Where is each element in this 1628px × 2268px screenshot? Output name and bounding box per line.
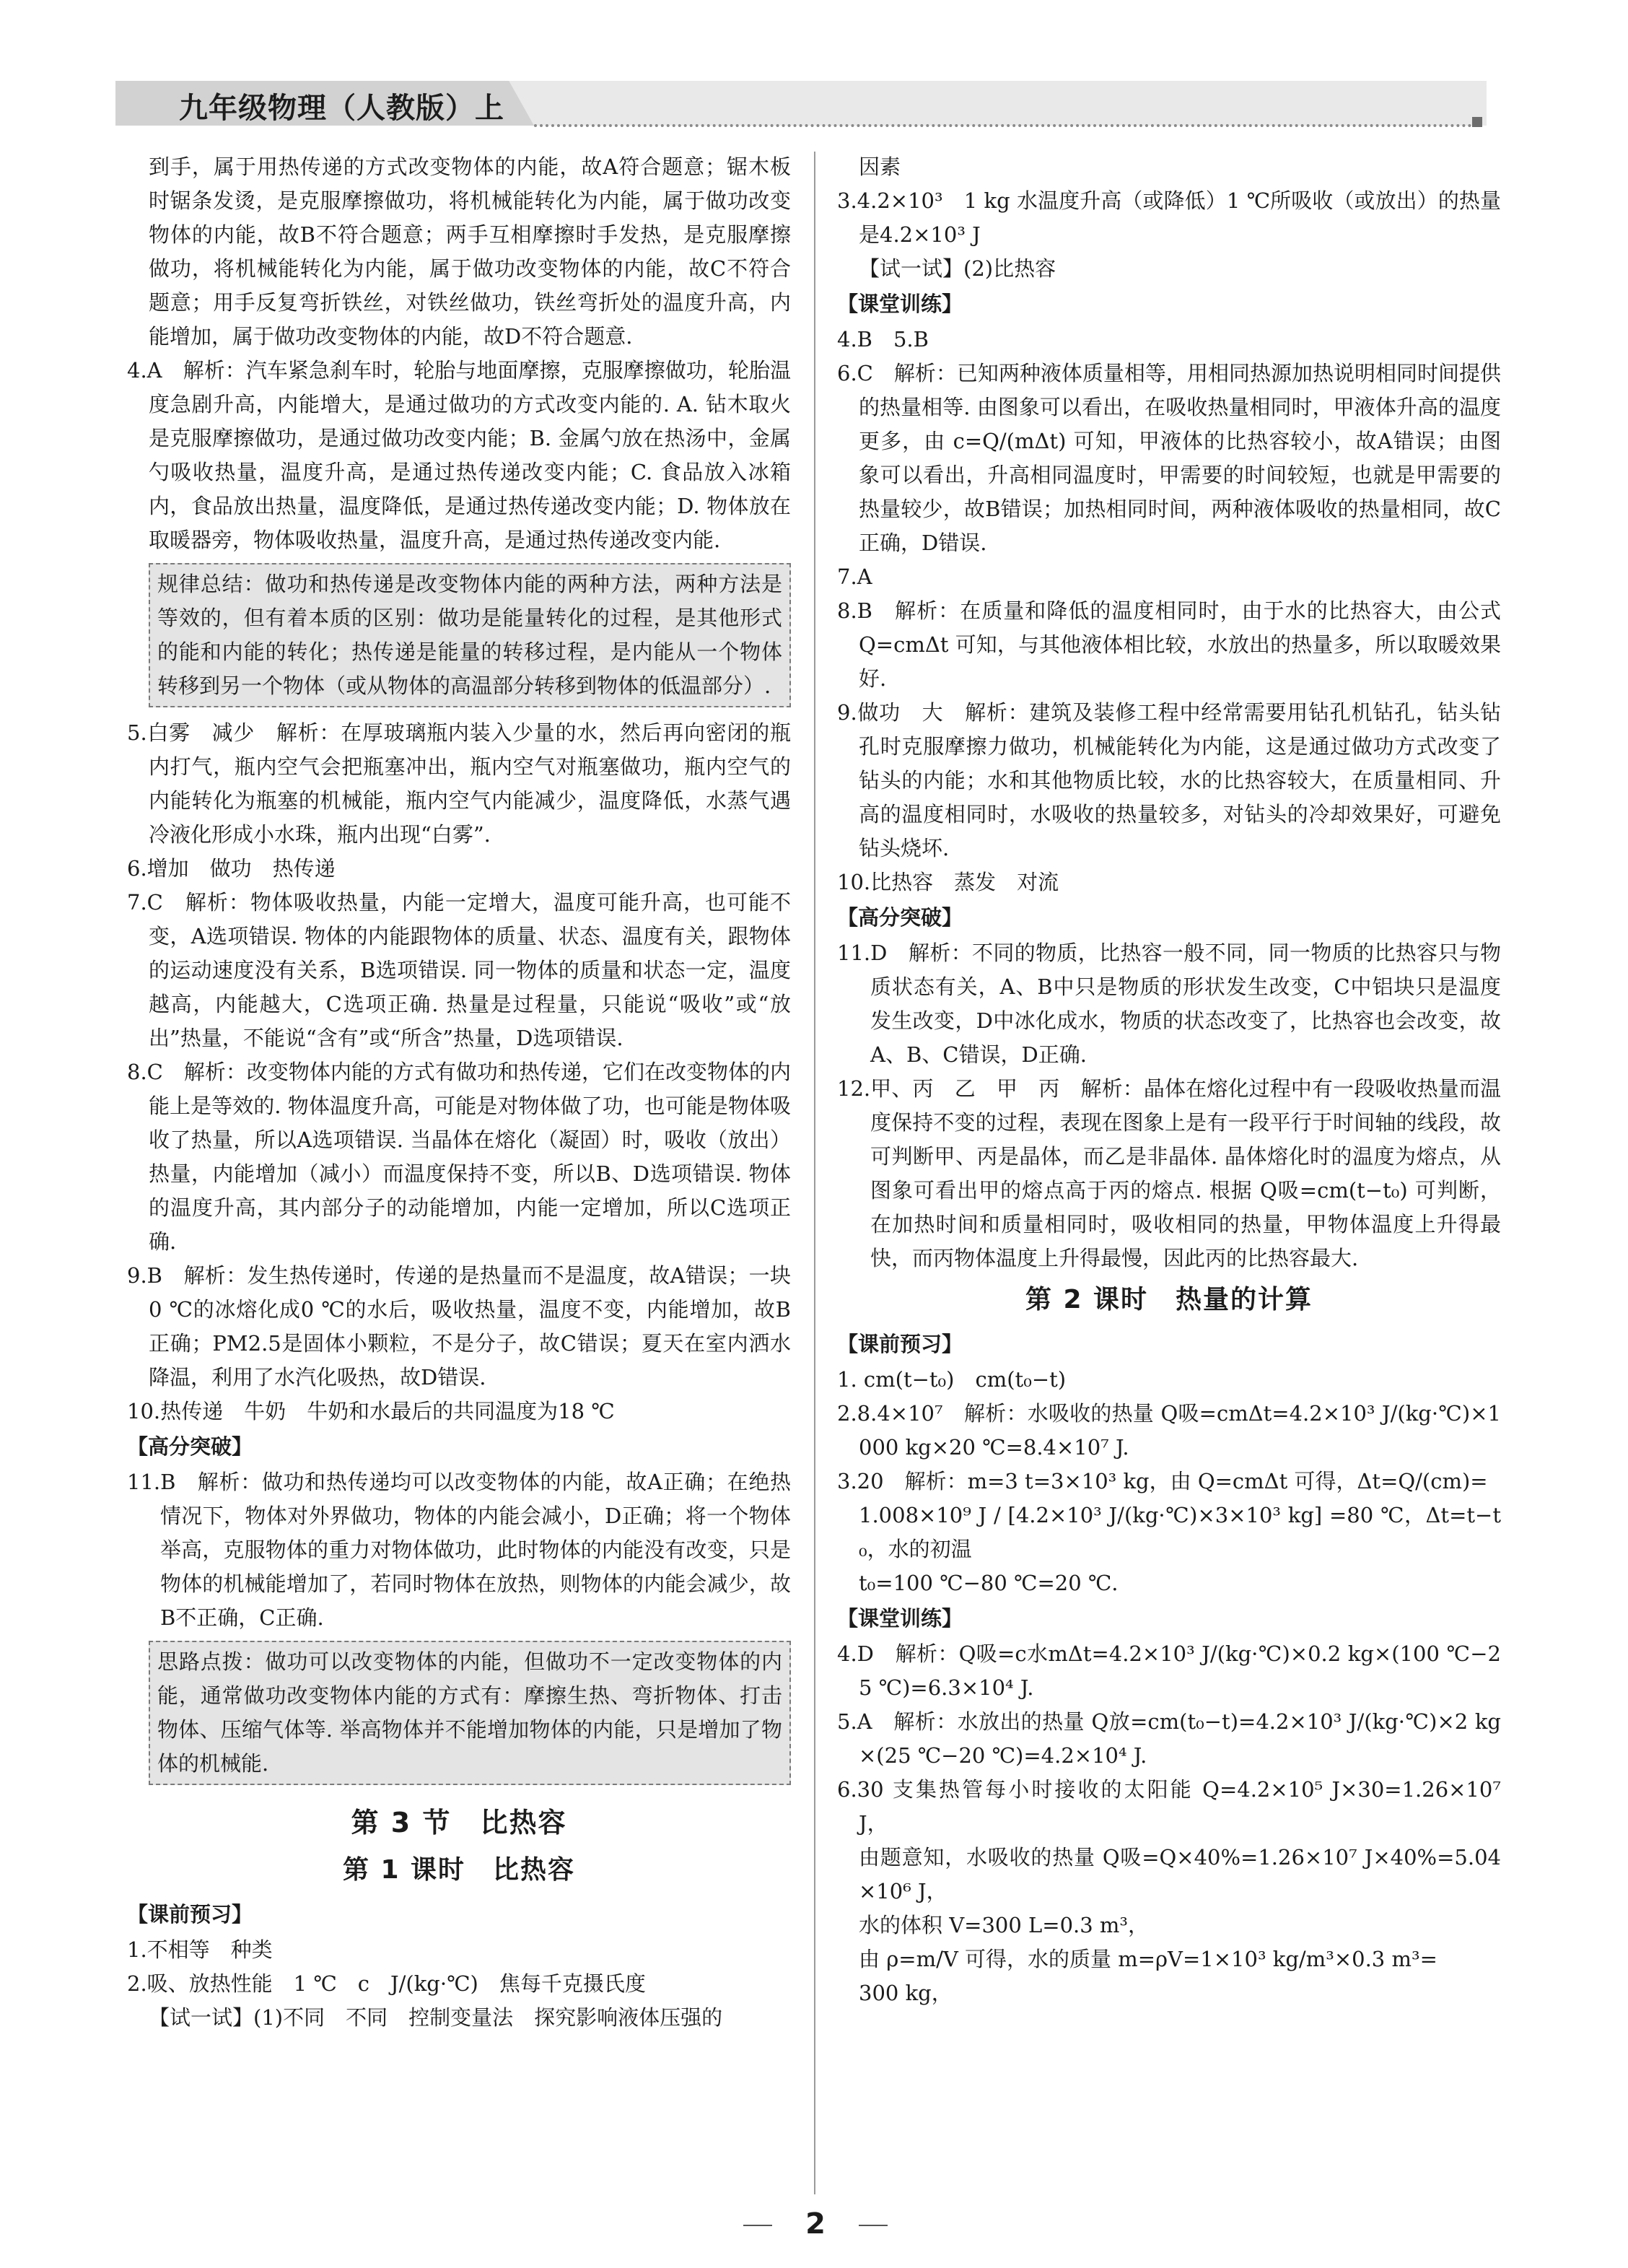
lesson-heading: 第 2 课时 热量的计算 — [1025, 1285, 1313, 1314]
header-square-mark — [1472, 117, 1482, 127]
right-column — [837, 150, 1501, 2010]
try-it-1: 【试一试】(1)不同 不同 控制变量法 探究影响液体压强的 — [149, 2005, 723, 2030]
answer-12: 12.甲、丙 乙 甲 丙 解析：晶体在熔化过程中有一段吸收热量而温度保持不变的过程，表现在图象上是有一段平行于时间轴的线段，故可判断甲、丙是晶体，而乙是非晶体. 晶体熔化时的温度为熔点，从图象可看出甲的熔点高于丙的熔点. 根据 Q吸=cm(t−t₀) 可判断，在加热时间和质量相同时，吸收相同的热量，甲物体温度上升得最快，而丙物体温度上升得最慢，因此丙的比热容最大. — [837, 1076, 1501, 1270]
page-number: 2 — [805, 2207, 826, 2241]
answer-5: 5.白雾 减少 解析：在厚玻璃瓶内装入少量的水，然后再向密闭的瓶内打气，瓶内空气会把瓶塞冲出，瓶内空气对瓶塞做功，瓶内空气的内能转化为瓶塞的机械能，瓶内空气内能减少，温度降低，水蒸气遇冷液化形成小水珠，瓶内出现“白雾”. — [127, 720, 791, 847]
answer-7: 7.C 解析：物体吸收热量，内能一定增大，温度可能升高，也可能不变，A选项错误. 物体的内能跟物体的质量、状态、温度有关，跟物体的运动速度没有关系，B选项错误. 同一物体的质量和状态一定，温度越高，内能越大，C选项正确. 热量是过程量，只能说“吸收”或“放出”热量，不能说“含有”或“所含”热量，D选项错误. — [127, 890, 791, 1050]
preview-3-fraction: 1.008×10⁹ J / [4.2×10³ J/(kg·℃)×3×10³ kg] =80 ℃，Δt=t−t₀，水的初温 — [859, 1503, 1501, 1561]
section-classroom: 【课堂训练】 — [837, 292, 963, 316]
rule-summary-box: 规律总结：做功和热传递是改变物体内能的两种方法，两种方法是等效的，但有着本质的区别：做功是能量转化的过程，是其他形式的能和内能的转化；热传递是能量的转移过程，是内能从一个物体转移到另一个物体（或从物体的高温部分转移到物体的低温部分）. — [149, 563, 791, 707]
preview-1: 1.不相等 种类 — [127, 1937, 273, 1962]
preview-3: 3.20 解析：m=3 t=3×10³ kg，由 Q=cmΔt 可得，Δt=Q/(cm)= — [837, 1469, 1488, 1493]
preview-2: 2.吸、放热性能 1 ℃ c J/(kg·℃) 焦每千克摄氏度 — [127, 1971, 646, 1996]
answer-8: 8.C 解析：改变物体内能的方式有做功和热传递，它们在改变物体的内能上是等效的. 物体温度升高，可能是对物体做了功，也可能是物体吸收了热量，所以A选项错误. 当晶体在熔化（凝固）时，吸收（放出）热量，内能增加（减小）而温度保持不变，所以B、D选项错误. 物体的温度升高，其内部分子的动能增加，内能一定增加，所以C选项正确. — [127, 1060, 791, 1254]
preview-2: 2.8.4×10⁷ 解析：水吸收的热量 Q吸=cmΔt=4.2×10³ J/(kg·℃)×1 000 kg×20 ℃=8.4×10⁷ J. — [837, 1401, 1501, 1460]
answer-9: 9.做功 大 解析：建筑及装修工程中经常需要用钻孔机钻孔，钻头钻孔时克服摩擦力做功，机械能转化为内能，这是通过做功方式改变了钻头的内能；水和其他物质比较，水的比热容较大，在质量相同、升高的温度相同时，水吸收的热量较多，对钻头的冷却效果好，可避免钻头烧坏. — [837, 700, 1501, 860]
answer-6: 6.增加 做功 热传递 — [127, 856, 336, 881]
preview-3-result: t₀=100 ℃−80 ℃=20 ℃. — [859, 1571, 1119, 1595]
answer-8: 8.B 解析：在质量和降低的温度相同时，由于水的比热容大，由公式 Q=cmΔt 可知，与其他液体相比较，水放出的热量多，所以取暖效果好. — [837, 598, 1501, 691]
training-6: 6.30 支集热管每小时接收的太阳能 Q=4.2×10⁵ J×30=1.26×10⁷ J， — [837, 1777, 1501, 1836]
training-4: 4.D 解析：Q吸=c水mΔt=4.2×10³ J/(kg·℃)×0.2 kg×(100 ℃−25 ℃)=6.3×10⁴ J. — [837, 1641, 1501, 1700]
thinking-tip-box: 思路点拨：做功可以改变物体的内能，但做功不一定改变物体的内能，通常做功改变物体内能的方式有：摩擦生热、弯折物体、打击物体、压缩气体等. 举高物体并不能增加物体的内能，只是增加了物体的机械能. — [149, 1641, 791, 1785]
section-heading: 第 3 节 比热容 — [351, 1807, 567, 1839]
page-number-dash-right — [859, 2225, 888, 2226]
answer-4: 4.A 解析：汽车紧急刹车时，轮胎与地面摩擦，克服摩擦做功，轮胎温度急剧升高，内能增大，是通过做功的方式改变内能的. A. 钻木取火是克服摩擦做功，是通过做功改变内能；B. 金属勺放在热汤中，金属勺吸收热量，温度升高，是通过热传递改变内能；C. 食品放入冰箱内，食品放出热量，温度降低，是通过热传递改变内能；D. 物体放在取暖器旁，物体吸收热量，温度升高，是通过热传递改变内能. — [127, 358, 791, 552]
training-6-step-3: 水的体积 V=300 L=0.3 m³， — [859, 1913, 1150, 1937]
column-divider — [814, 152, 815, 2194]
section-advanced: 【高分突破】 — [127, 1434, 253, 1459]
answer-6: 6.C 解析：已知两种液体质量相等，用相同热源加热说明相同时间提供的热量相等. 由图象可以看出，在吸收热量相同时，甲液体升高的温度更多，由 c=Q/(mΔt) 可知，甲液体的比热容较小，故A错误；由图象可以看出，升高相同温度时，甲需要的时间较短，也就是甲需要的热量较少，故B错误；加热相同时间，两种液体吸收的热量相同，故C正确，D错误. — [837, 361, 1501, 555]
answer-11: 11.B 解析：做功和热传递均可以改变物体的内能，故A正确；在绝热情况下，物体对外界做功，物体的内能会减小，D正确；将一个物体举高，克服物体的重力对物体做功，此时物体的内能没有改变，只是物体的机械能增加了，若同时物体在放热，则物体的内能会减少，故B不正确，C正确. — [127, 1470, 791, 1630]
answer-4-5: 4.B 5.B — [837, 327, 929, 352]
page-number-dash-left — [743, 2225, 772, 2226]
try-it-2: 【试一试】(2)比热容 — [859, 256, 1056, 281]
section-preview: 【课前预习】 — [127, 1902, 253, 1927]
section-preview: 【课前预习】 — [837, 1332, 963, 1356]
training-6-step-5: 300 kg， — [859, 1981, 953, 2005]
answer-10: 10.比热容 蒸发 对流 — [837, 870, 1059, 894]
header-dotted-rule — [534, 124, 1472, 127]
book-title: 九年级物理（人教版）上 — [179, 92, 504, 125]
preview-3: 3.4.2×10³ 1 kg 水温度升高（或降低）1 ℃所吸收（或放出）的热量是4.2×10³ J — [837, 188, 1501, 247]
training-6-step-4: 由 ρ=m/V 可得，水的质量 m=ρV=1×10³ kg/m³×0.3 m³= — [859, 1947, 1437, 1971]
preview-1: 1. cm(t−t₀) cm(t₀−t) — [837, 1367, 1067, 1392]
training-5: 5.A 解析：水放出的热量 Q放=cm(t₀−t)=4.2×10³ J/(kg·℃)×2 kg×(25 ℃−20 ℃)=4.2×10⁴ J. — [837, 1709, 1501, 1768]
lesson-heading: 第 1 课时 比热容 — [342, 1855, 576, 1885]
answer-continued: 到手，属于用热传递的方式改变物体的内能，故A符合题意；锯木板时锯条发烫，是克服摩擦做功，将机械能转化为内能，属于做功改变物体的内能，故B不符合题意；两手互相摩擦时手发热，是克服摩擦做功，将机械能转化为内能，属于做功改变物体的内能，故C不符合题意；用手反复弯折铁丝，对铁丝做功，铁丝弯折处的温度升高，内能增加，属于做功改变物体的内能，故D不符合题意. — [149, 154, 791, 349]
answer-7: 7.A — [837, 564, 872, 589]
training-6-step-2: 由题意知，水吸收的热量 Q吸=Q×40%=1.26×10⁷ J×40%=5.04×10⁶ J， — [859, 1845, 1501, 1903]
section-classroom: 【课堂训练】 — [837, 1606, 963, 1631]
left-column — [127, 150, 791, 2035]
section-advanced: 【高分突破】 — [837, 905, 963, 930]
answer-10: 10.热传递 牛奶 牛奶和水最后的共同温度为18 ℃ — [127, 1399, 615, 1423]
try-it-1-continued: 因素 — [859, 154, 901, 179]
answer-11: 11.D 解析：不同的物质，比热容一般不同，同一物质的比热容只与物质状态有关，A、B中只是物质的形状发生改变，C中铝块只是温度发生改变，D中冰化成水，物质的状态改变了，比热容也会改变，故A、B、C错误，D正确. — [837, 941, 1501, 1067]
answer-9: 9.B 解析：发生热传递时，传递的是热量而不是温度，故A错误；一块0 ℃的冰熔化成0 ℃的水后，吸收热量，温度不变，内能增加，故B正确；PM2.5是固体小颗粒，不是分子，故C错误；夏天在室内洒水降温，利用了水汽化吸热，故D错误. — [127, 1263, 791, 1390]
